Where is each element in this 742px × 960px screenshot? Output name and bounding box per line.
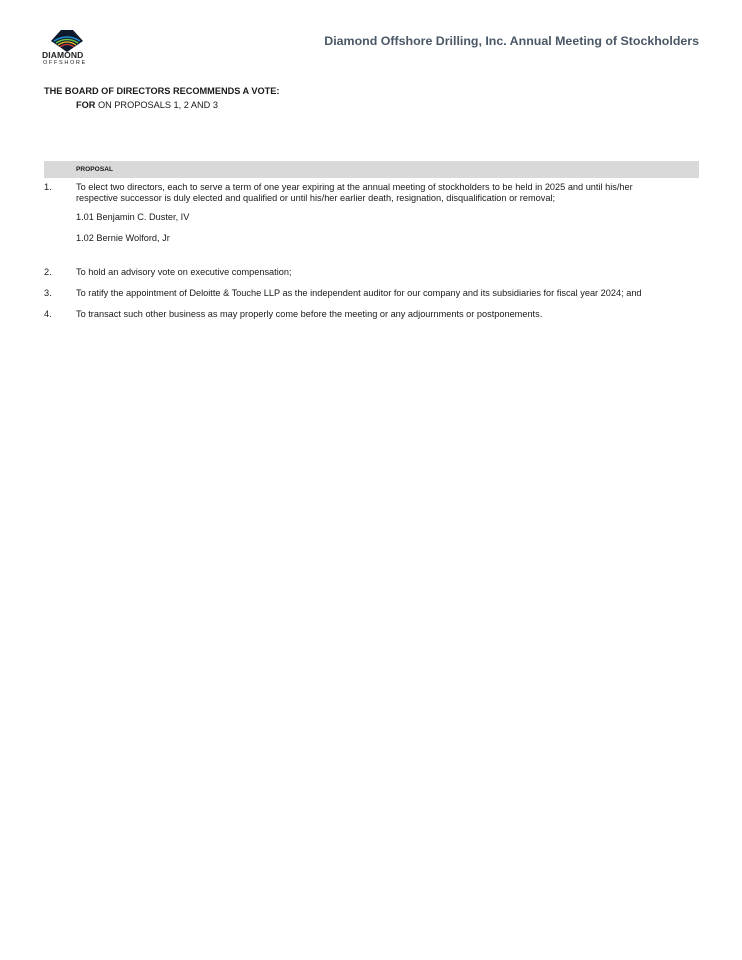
proposal-number: 3. [44,288,52,298]
document-title: Diamond Offshore Drilling, Inc. Annual Meeting of Stockholders [324,34,699,48]
proposal-number: 2. [44,267,52,277]
board-recommendation-heading: THE BOARD OF DIRECTORS RECOMMENDS A VOTE: [44,86,280,96]
proposal-text: To hold an advisory vote on executive compensation; [76,267,292,277]
company-logo [42,30,94,68]
board-recommendation-line [76,100,218,110]
proposal-text: To ratify the appointment of Deloitte & Touche LLP as the independent auditor for our company and its subsidiaries for fiscal year 2024; and [76,288,642,298]
proposal-header-label: PROPOSAL [76,166,114,173]
recommendation-scope: ON PROPOSALS 1, 2 AND 3 [97,100,218,110]
logo-subtitle: OFFSHORE [43,60,87,66]
proposal-text: To transact such other business as may properly come before the meeting or any adjournments or postponements. [76,309,543,319]
proposal-number: 4. [44,309,52,319]
vote-recommendation: FOR [76,100,96,110]
proposal-number: 1. [44,182,52,192]
nominee-item: 1.01 Benjamin C. Duster, IV [76,212,190,222]
logo-wordmark: DIAMOND [42,50,84,60]
diamond-logo-icon [51,30,83,52]
nominee-item: 1.02 Bernie Wolford, Jr [76,233,170,243]
proposal-text-line: To elect two directors, each to serve a term of one year expiring at the annual meeting of stockholders to be held in 2025 and until his/her [76,182,633,192]
proposal-text-line: respective successor is duly elected and qualified or until his/her earlier death, resignation, disqualification or removal; [76,193,556,203]
proposal-header-bar [44,161,699,178]
